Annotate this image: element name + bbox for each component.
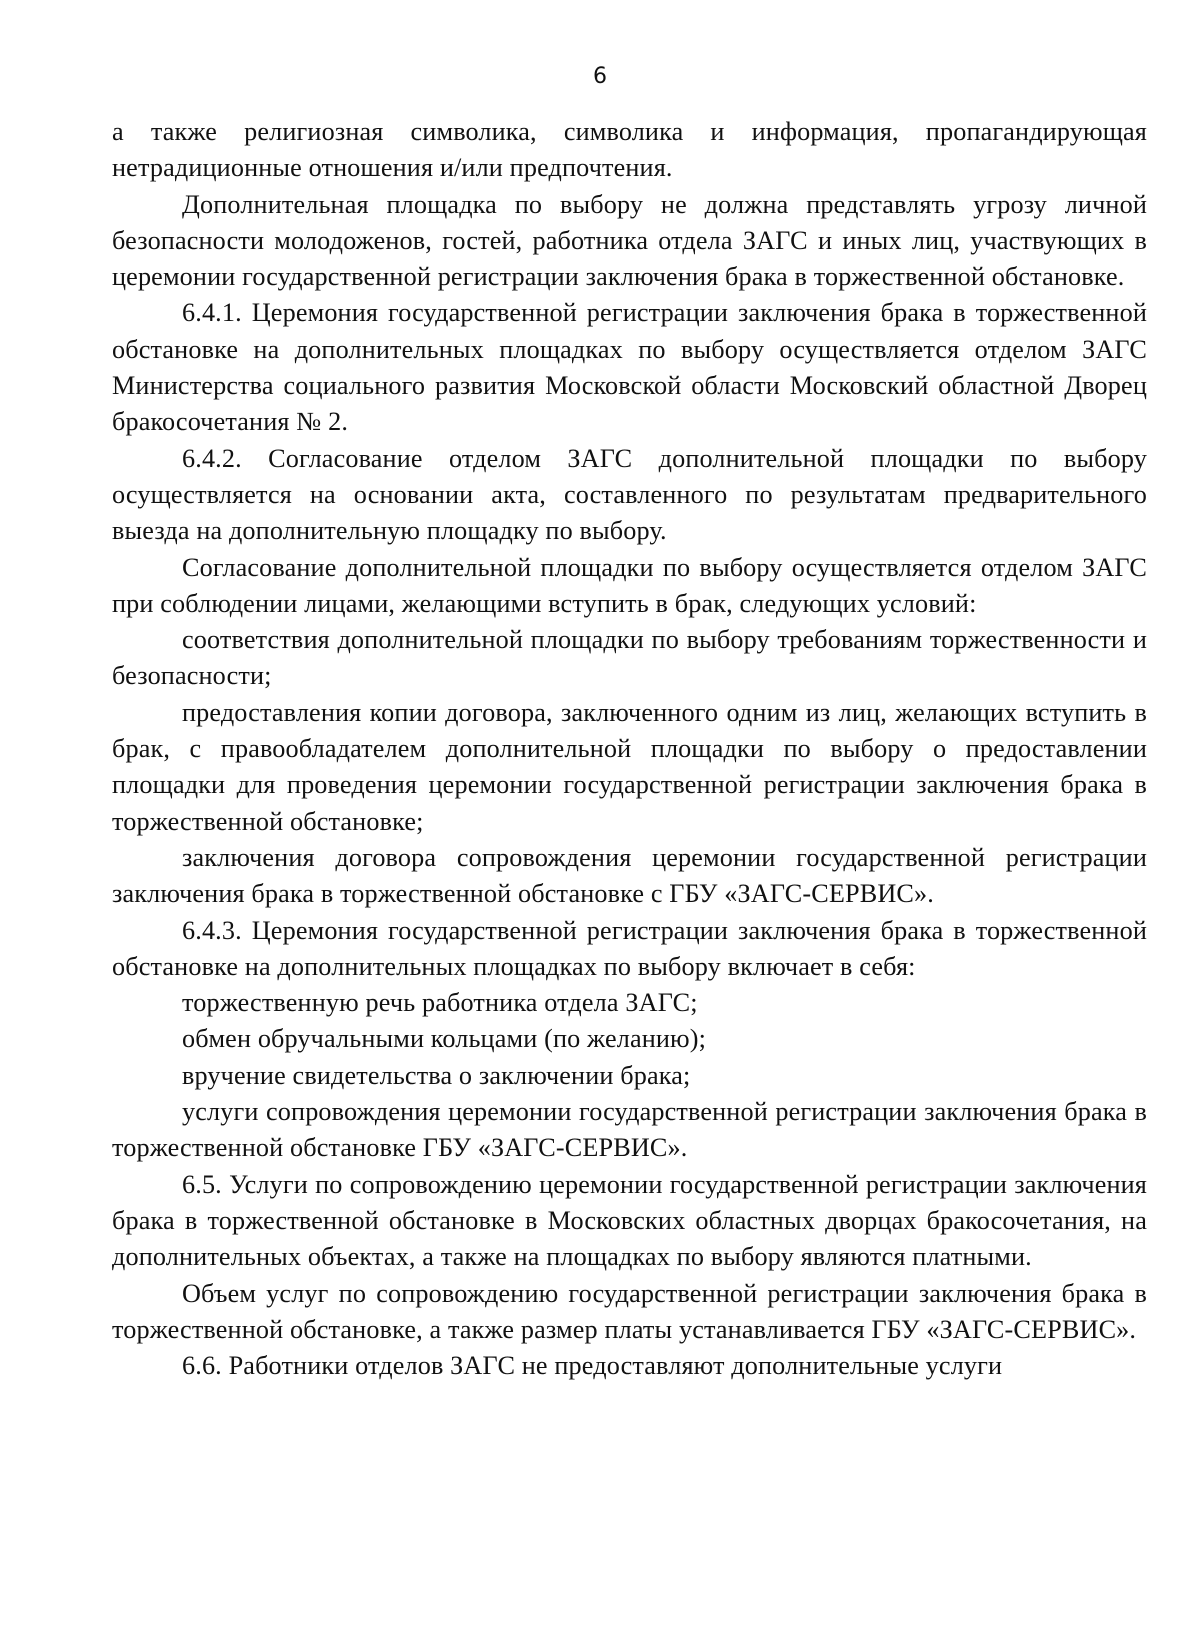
document-body	[112, 114, 1147, 1384]
paragraph-6-4-2: 6.4.2. Согласование отделом ЗАГС дополнительной площадки по выбору осуществляется на основании акта, составленного по результатам предварительного выезда на дополнительную площадку по выбору.	[112, 443, 1147, 546]
paragraph-safety: Дополнительная площадка по выбору не должна представлять угрозу личной безопасности молодоженов, гостей, работника отдела ЗАГС и иных лиц, участвующих в церемонии государственной регистрации заключения брака в торжественной обстановке.	[112, 189, 1147, 292]
paragraph-condition-compliance: соответствия дополнительной площадки по выбору требованиям торжественности и безопасности;	[112, 625, 1147, 691]
paragraph-condition-service-contract: заключения договора сопровождения церемонии государственной регистрации заключения брака в торжественной обстановке с ГБУ «ЗАГС-СЕРВИС».	[112, 842, 1147, 909]
paragraph-6-6: 6.6. Работники отделов ЗАГС не предоставляют дополнительные услуги	[182, 1351, 1003, 1381]
paragraph-6-5: 6.5. Услуги по сопровождению церемонии государственной регистрации заключения брака в торжественной обстановке в Московских областных дворцах бракосочетания, на дополнительных объектах, а также на площадках по выбору являются платными.	[112, 1169, 1147, 1272]
paragraph-6-4-1: 6.4.1. Церемония государственной регистрации заключения брака в торжественной обстановке на дополнительных площадках по выбору осуществляется отделом ЗАГС Министерства социального развития Московской области Московский областной Дворец бракосочетания № 2.	[112, 298, 1147, 437]
list-item-services: услуги сопровождения церемонии государственной регистрации заключения брака в торжественной обстановке ГБУ «ЗАГС-СЕРВИС».	[112, 1097, 1147, 1163]
paragraph-condition-contract-copy: предоставления копии договора, заключенного одним из лиц, желающих вступить в брак, с правообладателем дополнительной площадки по выбору о предоставлении площадки для проведения церемонии государственной регистрации заключения брака в торжественной обстановке;	[112, 697, 1147, 836]
list-item-rings: обмен обручальными кольцами (по желанию);	[182, 1024, 707, 1054]
paragraph-continuation: а также религиозная символика, символика и информация, пропагандирующая нетрадиционные отношения и/или предпочтения.	[112, 117, 1147, 183]
list-item-certificate: вручение свидетельства о заключении брака;	[182, 1060, 691, 1090]
paragraph-6-4-3: 6.4.3. Церемония государственной регистрации заключения брака в торжественной обстановке на дополнительных площадках по выбору включает в себя:	[112, 915, 1147, 981]
paragraph-approval-conditions: Согласование дополнительной площадки по выбору осуществляется отделом ЗАГС при соблюдении лицами, желающими вступить в брак, следующих условий:	[112, 552, 1147, 618]
page-number: 6	[593, 64, 607, 89]
paragraph-service-volume: Объем услуг по сопровождению государственной регистрации заключения брака в торжественной обстановке, а также размер платы устанавливается ГБУ «ЗАГС-СЕРВИС».	[112, 1278, 1147, 1344]
list-item-speech: торжественную речь работника отдела ЗАГС;	[182, 988, 698, 1018]
